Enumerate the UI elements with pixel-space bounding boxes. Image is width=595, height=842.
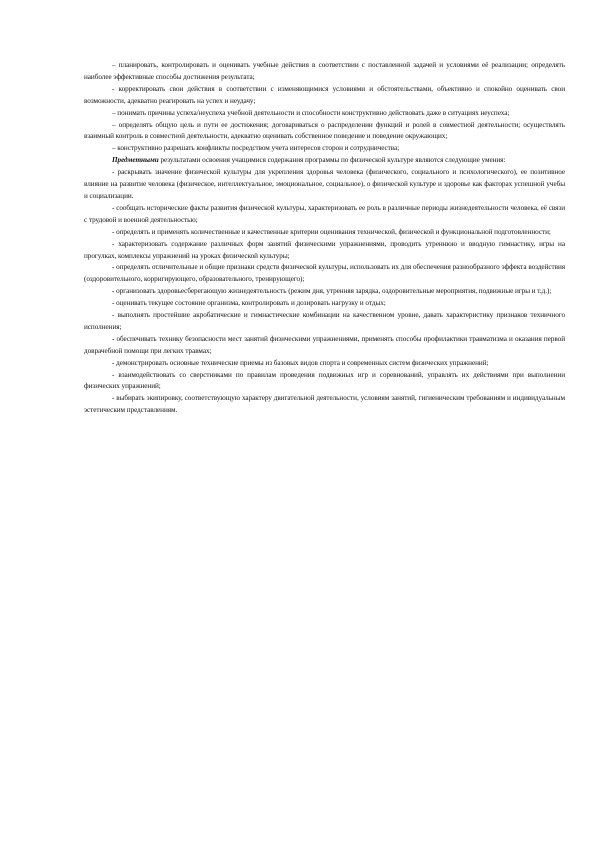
paragraph-correct-actions: - корректировать свои действия в соответствии с изменяющимися условиями и обстоятельствами, объективно и спокойно оценивать свои возможности, адекватно реагировать на успех и неудачу; bbox=[84, 84, 565, 105]
paragraph-success-reasons: – понимать причины успеха/неуспеха учебной деятельности и способности конструктивно действовать даже в ситуациях неуспеха; bbox=[112, 108, 510, 117]
paragraph-interaction: - взаимодействовать со сверстниками по правилам проведения подвижных игр и соревнований, управлять их действиями при выполнении физических упражнений; bbox=[84, 370, 565, 391]
paragraph-conflicts: – конструктивно разрешать конфликты посредством учета интересов сторон и сотрудничества; bbox=[112, 144, 400, 153]
subject-results-emphasis: Предметными bbox=[112, 156, 159, 165]
paragraph-history: - сообщать исторические факты развития физической культуры, характеризовать ее роль в различные периоды жизнедеятельности человека, её связи с трудовой и военной деятельностью; bbox=[84, 203, 565, 224]
paragraph-equipment: - выбирать экипировку, соответствующую характеру двигательной деятельности, условиям занятий, гигиеническим требованиям и индивидуальным эстетическим представлениям. bbox=[84, 394, 565, 415]
paragraph-common-goal: – определять общую цель и пути ее достижения; договариваться о распределении функций и ролей в совместной деятельности; осуществлять взаимный контроль в совместной деятельности, адекватно оценивать собственное поведение и поведение окружающих; bbox=[84, 120, 565, 141]
paragraph-safety: - обеспечивать технику безопасности мест занятий физическими упражнениями, применять способы профилактики травматизма и оказания первой доврачебной помощи при легких травмах; bbox=[84, 334, 565, 355]
paragraph-plan-control: – планировать, контролировать и оценивать учебные действия в соответствии с поставленной задачей и условиями её реализации; определять наиболее эффективные способы достижения результата; bbox=[84, 61, 565, 81]
paragraph-subject-results-intro bbox=[84, 155, 565, 167]
subject-results-intro-text: результатами освоения учащимися содержания программы по физической культуре являются следующие умения: bbox=[158, 156, 506, 165]
paragraph-means-of-pe: - определять отличительные и общие признаки средств физической культуры, использовать их для обеспечения разнообразного эффекта воздействия (оздоровительного, корригирующего, образовательного, тренирующего); bbox=[84, 263, 565, 284]
paragraph-healthy-lifestyle: - организовать здоровьесберегающую жизнедеятельность (режим дня, утренняя зарядка, оздоровительные мероприятия, подвижные игры и т.д.); bbox=[112, 287, 552, 296]
paragraph-forms-of-exercise: - характеризовать содержание различных форм занятий физическими упражнениями, проводить утреннюю и вводную гимнастику, игры на прогулках, комплексы упражнений на уроках физической культуры; bbox=[84, 239, 565, 260]
paragraph-health-value: - раскрывать значение физической культуры для укрепления здоровья человека (физического, социального и психологического), ее позитивное влияние на развитие человека (физическое, интеллектуальное, эмоциональное, социальное), о физической культуре и здоровье как факторах успешной учебы и социализации. bbox=[84, 168, 565, 200]
paragraph-acrobatics: - выполнять простейшие акробатические и гимнастические комбинации на качественном уровне, давать характеристику признаков техничного исполнения; bbox=[84, 311, 565, 331]
paragraph-techniques: - демонстрировать основные технические приемы из базовых видов спорта и современных систем физических упражнений; bbox=[112, 358, 489, 367]
paragraph-body-state: - оценивать текущее состояние организма, контролировать и дозировать нагрузку и отдых; bbox=[112, 299, 386, 308]
document-page bbox=[84, 60, 565, 417]
paragraph-criteria: - определять и применять количественные и качественные критерии оценивания технической, физической и функциональной подготовленности; bbox=[112, 227, 551, 236]
